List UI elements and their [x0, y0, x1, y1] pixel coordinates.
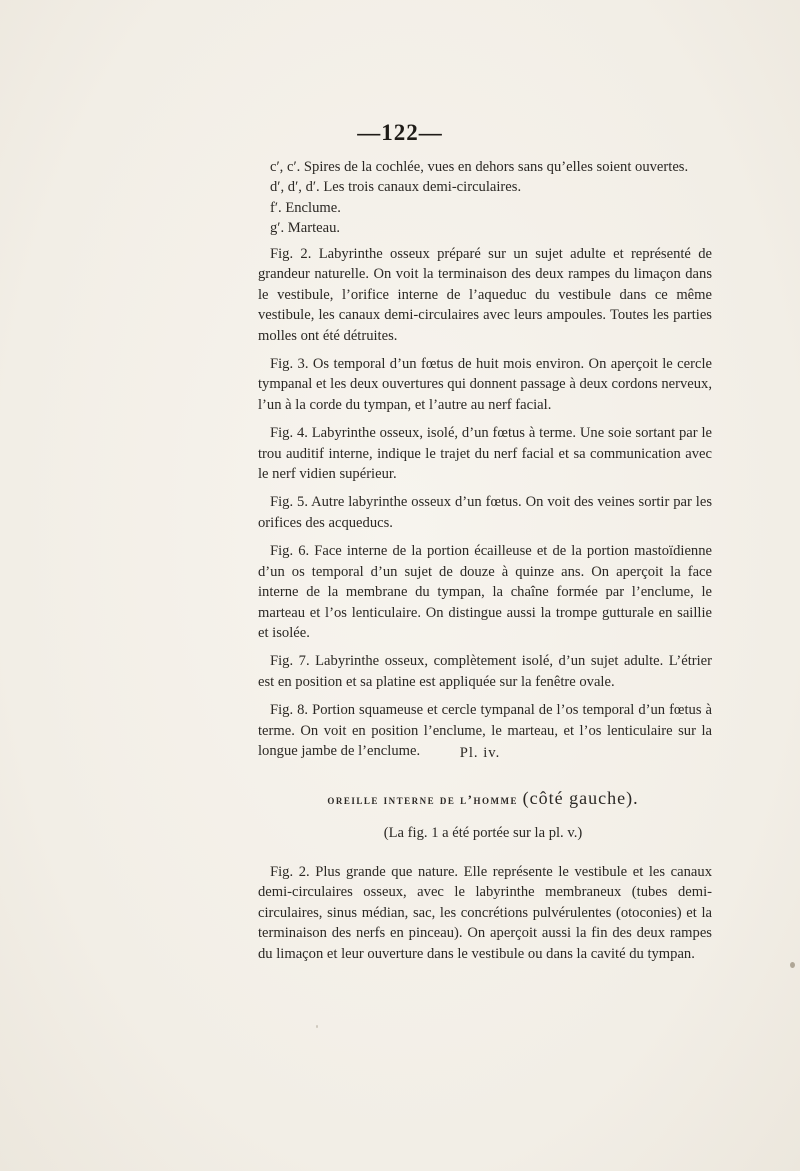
fig-3-description: Fig. 3. Os temporal d’un fœtus de huit mois environ. On aperçoit le cercle tympanal et les deux ouvertures qui donnent passage à deux cordons nerveux, l’un à la corde du tympan, et l’autre au nerf facial.: [258, 356, 712, 413]
figure-legend: [270, 157, 710, 239]
plate-title-side: (côté gauche).: [522, 788, 639, 808]
fig-2-description: Fig. 2. Labyrinthe osseux préparé sur un sujet adulte et représenté de grandeur naturelle. On voit la terminaison des deux rampes du limaçon dans le vestibule, l’orifice interne de l’aqueduc du vestibule dans ce même vestibule, les canaux demi-circulaires avec leurs ampoules. Toutes les parties molles ont été détruites.: [258, 246, 712, 344]
ink-speck: [790, 962, 795, 968]
fig-5-description: Fig. 5. Autre labyrinthe osseux d’un fœtus. On voit des veines sortir par les orifices des acqueducs.: [258, 494, 712, 531]
legend-line: c′, c′. Spires de la cochlée, vues en dehors sans qu’elles soient ouvertes.: [270, 159, 689, 175]
legend-line: f′. Enclume.: [270, 199, 341, 216]
page-number: —122—: [357, 120, 443, 145]
plate-iv-fig-2-description: Fig. 2. Plus grande que nature. Elle représente le vestibule et les canaux demi-circulaires osseux, avec le labyrinthe membraneux (tubes demi-circulaires, sinus médian, sac, les concrétions pulvérulentes (otoconies) et la terminaison des nerfs en pinceau). On aperçoit aussi la fin des deux rampes du limaçon et leur ouverture dans le vestibule ou dans la cavité du tympan.: [258, 864, 712, 962]
fig-4-description: Fig. 4. Labyrinthe osseux, isolé, d’un fœtus à terme. Une soie sortant par le trou auditif interne, indique le trajet du nerf facial et sa communication avec le nerf vidien supérieur.: [258, 425, 712, 483]
fig-8-description: Fig. 8. Portion squameuse et cercle tympanal de l’os temporal d’un fœtus à terme. On voit en position l’enclume, le marteau, et l’os lenticulaire sur la longue jambe de l’enclume.: [258, 702, 712, 759]
fig-6-description: Fig. 6. Face interne de la portion écailleuse et de la portion mastoïdienne d’un os temporal d’un sujet de douze à quinze ans. On aperçoit la face interne de la membrane du tympan, la chaîne formée par l’enclume, le marteau et l’os lenticulaire. On distingue aussi la trompe gutturale en saillie et isolée.: [258, 543, 712, 641]
legend-line: d′, d′, d′. Les trois canaux demi-circulaires.: [270, 179, 522, 196]
fig-7-description: Fig. 7. Labyrinthe osseux, complètement isolé, d’un sujet adulte. L’étrier est en position et sa platine est appliquée sur la fenêtre ovale.: [258, 653, 712, 690]
plate-note: (La fig. 1 a été portée sur la pl. v.): [383, 825, 583, 841]
legend-line: g′. Marteau.: [270, 220, 341, 237]
figure-descriptions: [258, 244, 712, 761]
plate-label: Pl. iv.: [459, 745, 501, 761]
plate-title-caps: oreille interne de l’homme: [327, 792, 518, 807]
plate-iv-description: [258, 862, 712, 964]
ink-speck: [316, 1025, 318, 1028]
plate-title: [0, 788, 800, 809]
